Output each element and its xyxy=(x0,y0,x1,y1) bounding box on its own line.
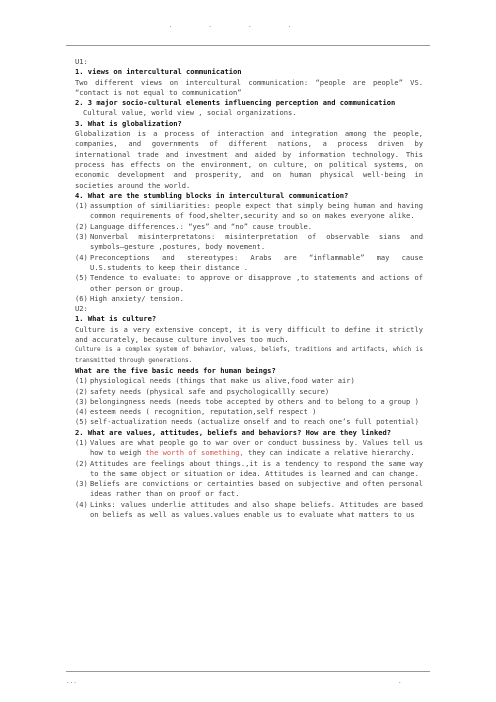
u2-q2-heading: 2. What are values, attitudes, beliefs and behaviors? How are they linked? xyxy=(75,427,392,437)
u1-q1-text: Two different views on intercultural communication: “people are people” VS. “contact is not equal to communication” xyxy=(75,77,423,97)
document-body xyxy=(75,57,423,520)
u1-q4-heading: 4. What are the stumbling blocks in intercultural communication? xyxy=(75,190,349,200)
list-item: (4) Preconceptions and stereotypes: Arabs are “inflammable” may cause U.S.students to keep their distance . xyxy=(75,252,423,272)
highlighted-text: the worth of something, xyxy=(145,448,244,458)
list-item: (1) physiological needs (things that make us alive,food water air) xyxy=(75,376,355,386)
footer-rule xyxy=(66,671,430,672)
u2-q1-text-small: Culture is a complex system of behavior, values, beliefs, traditions and artifacts, which is transmitted through generations. xyxy=(75,346,423,364)
list-item: (2) Attitudes are feelings about things.,it is a tendency to respond the same way to the same object or situation or idea. Attitudes is learned and can change. xyxy=(75,458,423,478)
u1-q3-heading: 3. What is globalization? xyxy=(75,118,182,128)
u1-q2-heading: 2. 3 major socio-cultural elements influencing perception and communication xyxy=(75,98,396,108)
header-right-mark: .. xyxy=(248,22,328,29)
header-left-mark: .. xyxy=(168,22,248,29)
unit-label-u2: U2: xyxy=(75,304,88,314)
list-item: (4) esteem needs ( recognition, reputation,self respect ) xyxy=(75,407,317,417)
footer-right-mark: . xyxy=(398,678,402,685)
u2-q1-text: Culture is a very extensive concept, it is very difficult to define it strictly and accurately, because culture involves too much. xyxy=(75,324,423,345)
list-item: (3) Beliefs are convictions or certainties based on subjective and often personal ideas rather than on proof or fact. xyxy=(75,479,423,499)
list-item: (2) safety needs (physical safe and psychologicallly secure) xyxy=(75,386,330,396)
u2-q1-heading: 1. What is culture? xyxy=(75,314,157,324)
footer-left-mark: ... xyxy=(66,678,77,685)
list-item: (5) Tendence to evaluate: to approve or disapprove ,to statements and actions of other person or group. xyxy=(75,273,423,293)
header-rule xyxy=(66,45,430,46)
u1-q2-text: Cultural value, world view , social organizations. xyxy=(83,108,297,118)
list-item: (3) Nonverbal misinterpretatons: misinterpretation of observable sians and symbols—gesture ,postures, body movement. xyxy=(75,232,423,252)
unit-label-u1: U1: xyxy=(75,57,88,66)
list-item: (3) belongingness needs (needs tobe accepted by others and to belong to a group ) xyxy=(75,396,419,406)
list-item: (1) Values are what people go to war over or conduct bussiness by. Values tell us how to weigh the worth of something, they can indicate a relative hierarchy. xyxy=(75,437,423,458)
u1-q3-text: Globalization is a process of interaction and integration among the people, companies, and governments of different nations, a process driven by international trade and investment and aided by information technology. This process has effects on the environment, on culture, on political systems, on economic development and prosperity, and on human physical well-being in societies around the world. xyxy=(75,129,423,190)
list-item: (4) Links: values underlie attitudes and also shape beliefs. Attitudes are based on beliefs as well as values.values enable us to evaluate what matters to us xyxy=(75,499,423,520)
list-item: (6) High anxiety/ tension. xyxy=(75,293,184,303)
list-item: (2) Language differences.: “yes” and “no” cause trouble. xyxy=(75,221,313,231)
page-header xyxy=(0,22,496,29)
list-item: (5) self-actualization needs (actualize onself and to reach one’s full potential) xyxy=(75,417,419,427)
list-item: (1) assumption of similiarities: people expect that simply being human and having common requirements of food,shelter,security and so on makes everyone alike. xyxy=(75,201,423,221)
u2-needs-heading: What are the five basic needs for human beings? xyxy=(75,365,276,375)
u1-q1-heading: 1. views on intercultural communication xyxy=(75,67,242,77)
